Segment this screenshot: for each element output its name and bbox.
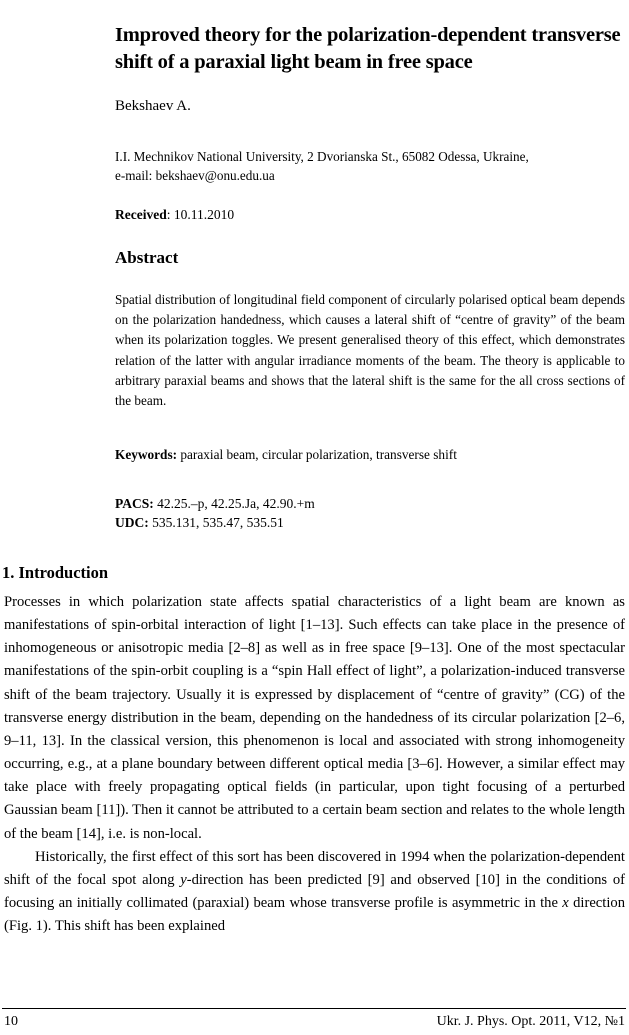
intro-p2-x-variable: x: [562, 895, 569, 912]
intro-p2-part-a: Historically, the first effect of this sort has been discovered in 1994 when the polarization-dependent shift of the focal spot along: [4, 848, 625, 888]
received-value: : 10.11.2010: [166, 207, 235, 222]
keywords-value: paraxial beam, circular polarization, transverse shift: [177, 447, 457, 462]
abstract-text: Spatial distribution of longitudinal field component of circularly polarised optical beam depends on the polarization handedness, which causes a lateral shift of “centre of gravity” of the beam when its polarization toggles. We present generalised theory of this effect, which demonstrates relation of the latter with angular irradiance moments of the beam. The theory is applicable to arbitrary paraxial beams and shows that the lateral shift is the same for the all cross sections of the beam.: [115, 292, 625, 409]
paper-title: Improved theory for the polarization-dependent transverse shift of a paraxial light beam in free space: [115, 24, 621, 73]
author-name: Bekshaev A.: [115, 98, 191, 114]
keywords: [115, 447, 625, 463]
pacs-value: 42.25.–p, 42.25.Ja, 42.90.+m: [153, 496, 315, 511]
udc-value: 535.131, 535.47, 535.51: [148, 515, 284, 530]
udc-label: UDC:: [115, 515, 149, 530]
section-heading-introduction: 1. Introduction: [2, 563, 109, 582]
udc-line: [115, 513, 625, 532]
pacs-label: PACS:: [115, 496, 154, 511]
introduction-body: [4, 591, 625, 938]
intro-p2-y-variable: y: [180, 871, 187, 888]
affiliation-address: I.I. Mechnikov National University, 2 Dvorianska St., 65082 Odessa, Ukraine,: [115, 149, 529, 164]
page-number: 10: [4, 1014, 18, 1029]
journal-citation: Ukr. J. Phys. Opt. 2011, V12, №1: [436, 1014, 625, 1029]
pacs-line: [115, 494, 625, 513]
intro-p2-part-c: direction (Fig. 1). This shift has been explained: [4, 895, 625, 935]
classification-codes: [115, 494, 625, 532]
affiliation-email: e-mail: bekshaev@onu.edu.ua: [115, 168, 275, 183]
footer-divider: [2, 1008, 626, 1009]
received-label: Received: [115, 207, 167, 222]
intro-p2-part-b: -direction has been predicted [9] and observed [10] in the conditions of focusing an initially collimated (paraxial) beam whose transverse profile is asymmetric in the: [4, 871, 625, 912]
keywords-label: Keywords:: [115, 447, 178, 462]
affiliation: [115, 147, 625, 185]
received-date: [115, 207, 625, 223]
intro-paragraph-2: [4, 846, 625, 939]
intro-paragraph-1: Processes in which polarization state affects spatial characteristics of a light beam are known as manifestations of spin-orbital interaction of light [1–13]. Such effects can take place in the presence of inhomogeneous or anisotropic media [2–8] as well as in free space [9–13]. One of the most spectacular manifestations of the spin-orbit coupling is a “spin Hall effect of light”, a polarization-induced transverse shift of the beam trajectory. Usually it is expressed by displacement of “centre of gravity” (CG) of the transverse energy distribution in the beam, depending on the handedness of its circular polarization [2–6, 9–11, 13]. In the classical version, this phenomenon is local and associated with strong inhomogeneity occurring, e.g., at a plane boundary between different optical media [3–6]. However, a similar effect may take place with freely propagating optical fields (in particular, upon tight focusing of a perturbed Gaussian beam [11]). Then it cannot be attributed to a certain beam section and relates to the whole length of the beam [14], i.e. is non-local.: [4, 594, 625, 842]
abstract-heading: Abstract: [115, 248, 179, 267]
